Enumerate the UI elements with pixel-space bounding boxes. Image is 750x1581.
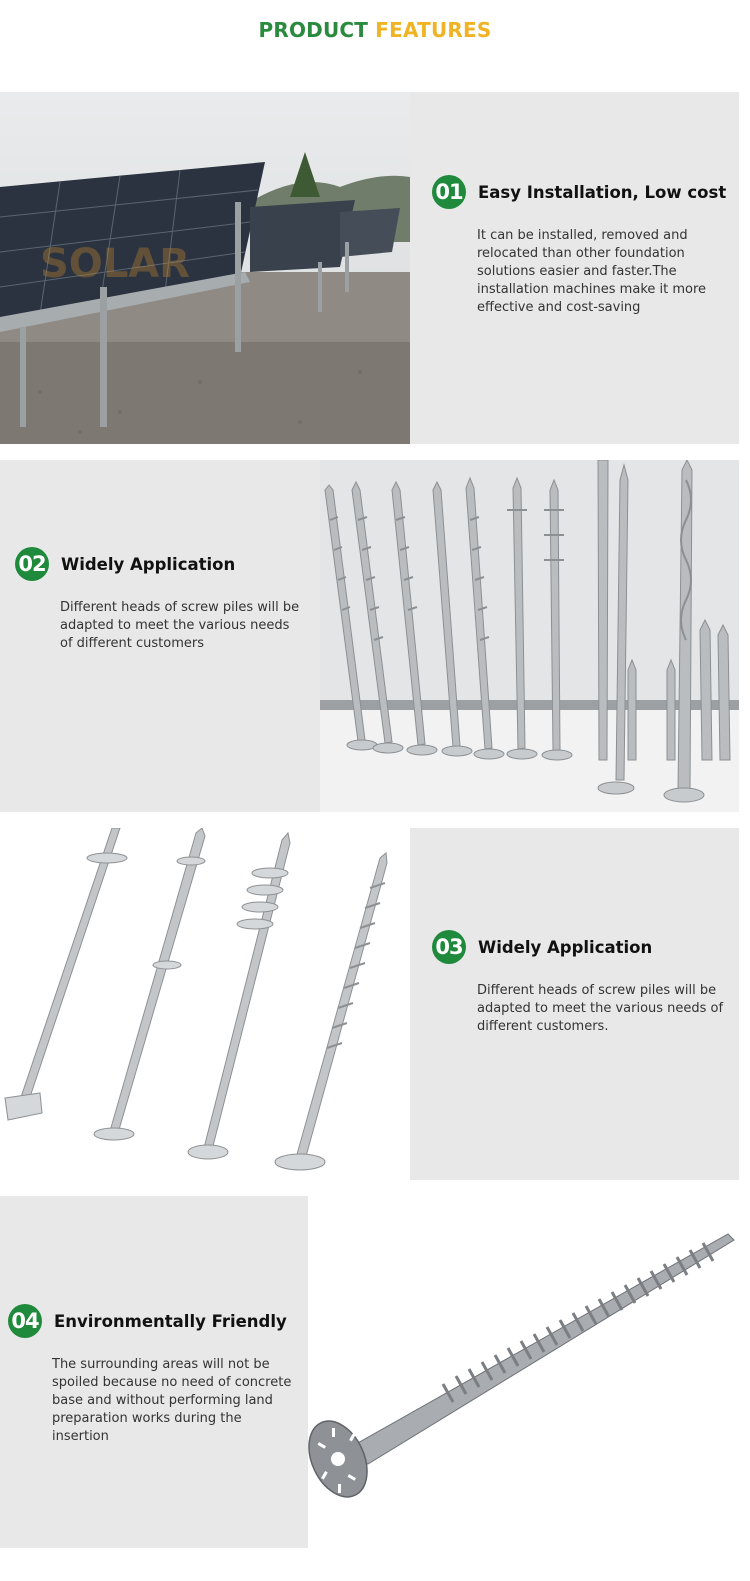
single-screw-pile-render <box>308 1196 739 1548</box>
feature-03-heading <box>432 930 652 964</box>
feature-number-badge: 04 <box>8 1304 42 1338</box>
four-screw-piles-photo <box>0 828 410 1180</box>
title-part-product: PRODUCT <box>258 18 369 42</box>
page-title <box>0 18 750 42</box>
feature-description: Different heads of screw piles will be adapted to meet the various needs of different customers. <box>477 983 724 1034</box>
screw-piles-lineup-photo <box>320 460 739 812</box>
feature-02-heading <box>15 547 235 581</box>
feature-01-heading <box>432 175 726 209</box>
solar-panel-field-photo <box>0 92 410 444</box>
feature-number-badge: 02 <box>15 547 49 581</box>
feature-04-heading <box>8 1304 287 1338</box>
feature-title: Environmentally Friendly <box>54 1311 287 1331</box>
feature-title: Widely Application <box>478 937 653 957</box>
watermark-text: SOLAR <box>40 241 191 287</box>
feature-description: The surrounding areas will not be spoiled because no need of concrete base and without performing land preparation works during the insertion <box>52 1357 292 1444</box>
feature-number-badge: 03 <box>432 930 466 964</box>
feature-number-badge: 01 <box>432 175 466 209</box>
feature-description: Different heads of screw piles will be adapted to meet the various needs of different customers <box>60 600 300 651</box>
feature-description: It can be installed, removed and relocated than other foundation solutions easier and faster.The installation machines make it more effective and cost-saving <box>477 228 707 315</box>
feature-title: Widely Application <box>61 554 236 574</box>
feature-title: Easy Installation, Low cost <box>478 182 727 202</box>
title-part-features: FEATURES <box>375 18 492 42</box>
